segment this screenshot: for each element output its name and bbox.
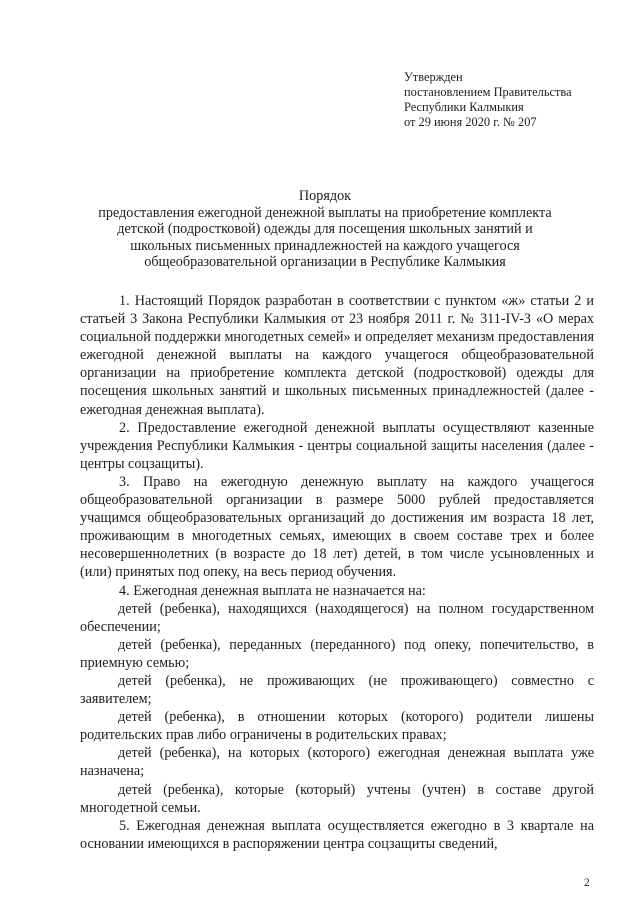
- page-number: 2: [584, 877, 590, 889]
- paragraph-2: 2. Предоставление ежегодной денежной выплаты осуществляют казенные учреждения Республики Калмыкия - центры социальной защиты населения (далее - центры соцзащиты).: [80, 419, 594, 472]
- paragraph-3: 3. Право на ежегодную денежную выплату на каждого учащегося общеобразовательной организации в размере 5000 рублей предоставляется учащимся общеобразовательных организаций до достижения им возраста 18 лет, проживающим в многодетных семьях, имеющих в своем составе трех и более несовершеннолетних (в возрасте до 18 лет) детей, в том числе усыновленных и (или) принятых под опеку, на весь период обучения.: [80, 473, 594, 581]
- approval-line: от 29 июня 2020 г. № 207: [404, 115, 537, 129]
- document-body: [80, 292, 594, 853]
- exclusion-item: детей (ребенка), находящихся (находящегося) на полном государственном обеспечении;: [80, 600, 594, 635]
- title-line: общеобразовательной организации в Республике Калмыкия: [144, 254, 506, 270]
- exclusion-item: детей (ребенка), на которых (которого) ежегодная денежная выплата уже назначена;: [80, 745, 594, 780]
- title-line: школьных письменных принадлежностей на каждого учащегося: [130, 237, 520, 254]
- title-line: предоставления ежегодной денежной выплаты на приобретение комплекта: [98, 204, 552, 221]
- exclusion-item: детей (ребенка), в отношении которых (которого) родители лишены родительских прав либо ограничены в родительских правах;: [80, 709, 594, 744]
- paragraph-4: 4. Ежегодная денежная выплата не назначается на:: [119, 582, 426, 599]
- title-heading: Порядок: [298, 188, 352, 204]
- paragraph-5: 5. Ежегодная денежная выплата осуществляется ежегодно в 3 квартале на основании имеющихся в распоряжении центра соцзащиты сведений,: [80, 817, 594, 852]
- approval-line: Утвержден: [404, 70, 463, 84]
- approval-line: Республики Калмыкия: [404, 100, 524, 114]
- approval-line: постановлением Правительства: [404, 85, 572, 99]
- exclusion-item: детей (ребенка), которые (который) учтены (учтен) в составе другой многодетной семьи.: [80, 781, 594, 816]
- paragraph-1: 1. Настоящий Порядок разработан в соответствии с пунктом «ж» статьи 2 и статьей 3 Закона Республики Калмыкия от 23 ноября 2011 г. № 311-IV-З «О мерах социальной поддержки многодетных семей» и определяет механизм предоставления ежегодной денежной выплаты на каждого учащегося общеобразовательной организации на приобретение комплекта детской (подростковой) одежды для посещения школьных занятий и школьных письменных принадлежностей (далее - ежегодная денежная выплата).: [80, 293, 594, 418]
- exclusion-item: детей (ребенка), переданных (переданного) под опеку, попечительство, в приемную семью;: [80, 636, 594, 671]
- document-title: [60, 188, 590, 271]
- approval-stamp: [404, 70, 619, 130]
- exclusion-item: детей (ребенка), не проживающих (не проживающего) совместно с заявителем;: [80, 672, 594, 708]
- title-line: детской (подростковой) одежды для посещения школьных занятий и: [117, 221, 533, 237]
